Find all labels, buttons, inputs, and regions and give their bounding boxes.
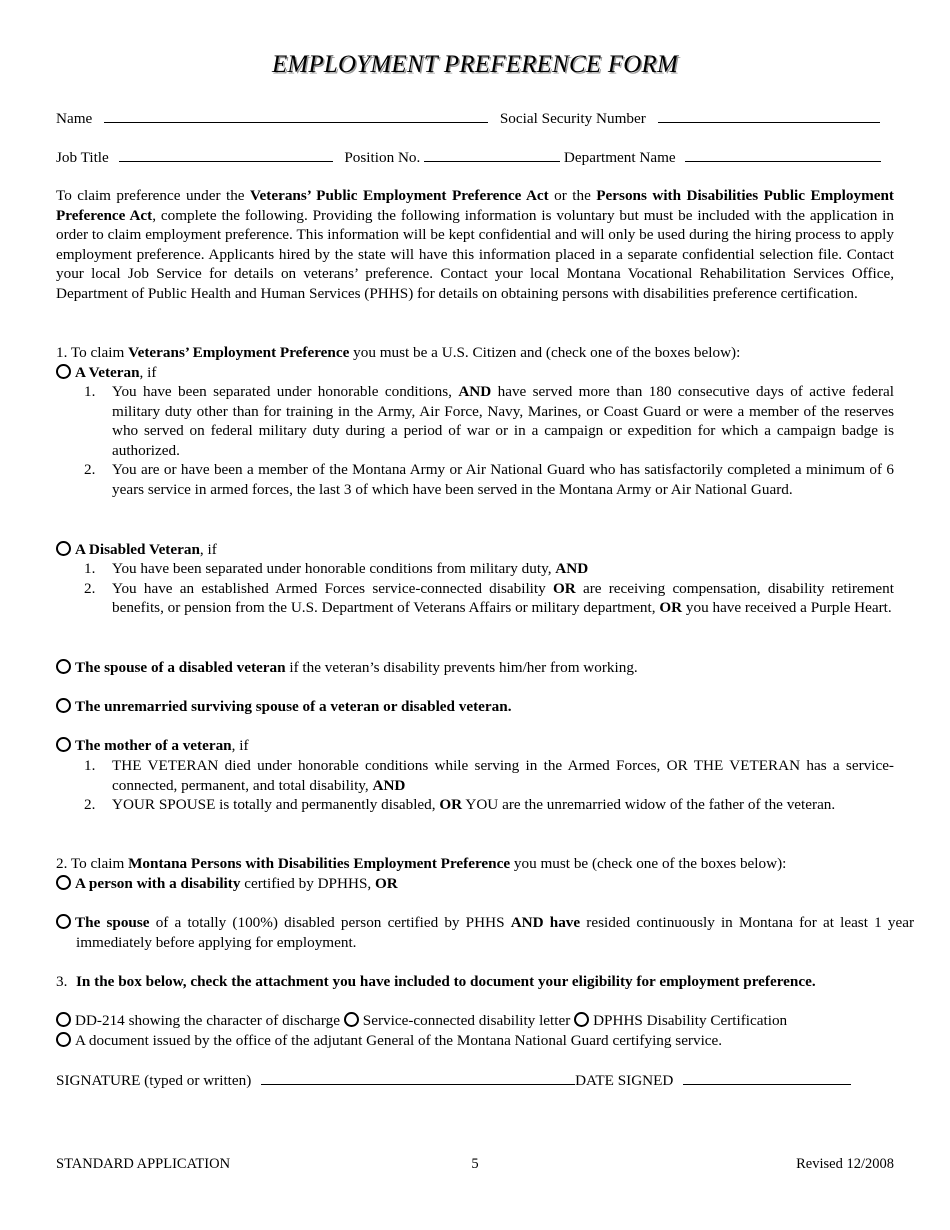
veteran-label: A Veteran xyxy=(75,364,140,381)
dphhs-certification-label: DPHHS Disability Certification xyxy=(593,1012,788,1029)
adjutant-document-radio[interactable] xyxy=(56,1032,71,1047)
section2-heading xyxy=(56,854,894,874)
person-disability-radio[interactable] xyxy=(56,875,71,890)
intro-text: or the xyxy=(548,187,597,204)
dphhs-certification-radio[interactable] xyxy=(574,1012,589,1027)
dd214-label: DD-214 showing the character of discharge xyxy=(75,1012,340,1029)
item-text: YOUR SPOUSE is totally and permanently disabled, xyxy=(112,796,440,814)
section2-bold: Montana Persons with Disabilities Employment Preference xyxy=(128,855,511,872)
item-bold: OR xyxy=(552,579,576,597)
item-number: 2. xyxy=(84,461,96,479)
spouse-of-disabled-text: of a totally (100%) disabled person certified by PHHS xyxy=(149,914,511,931)
veteran-conditions xyxy=(56,382,894,500)
signature-field[interactable] xyxy=(261,1070,575,1085)
intro-text: To claim preference under the xyxy=(56,187,250,204)
footer-revised: Revised 12/2008 xyxy=(796,1156,894,1172)
veteran-suffix: , if xyxy=(139,364,157,381)
item-number: 2. xyxy=(84,796,96,814)
spouse-of-disabled-text: resided continuously in Montana for at least 1 year immediately before applying for employment. xyxy=(76,914,914,951)
section1-text: you must be a U.S. Citizen and (check one of the boxes below): xyxy=(349,344,741,361)
item-bold: AND xyxy=(555,560,589,577)
item-bold: OR xyxy=(659,599,683,617)
section1-text: 1. To claim xyxy=(56,344,129,361)
item-text: You have been separated under honorable conditions from military duty, xyxy=(112,560,556,577)
list-item xyxy=(56,795,894,815)
disabled-veteran-conditions xyxy=(56,559,894,618)
dd214-radio[interactable] xyxy=(56,1012,71,1027)
option-spouse-of-disabled xyxy=(56,913,914,952)
attachment-row-1 xyxy=(56,1011,894,1031)
department-field[interactable] xyxy=(685,147,881,162)
spouse-of-disabled-radio[interactable] xyxy=(56,914,71,929)
list-item xyxy=(56,756,894,795)
section3-text: In the box below, check the attachment you have included to document your eligibility for employment preference. xyxy=(76,973,816,990)
item-number: 1. xyxy=(84,383,96,400)
option-person-with-disability xyxy=(56,874,894,894)
position-label: Position No. xyxy=(344,149,421,166)
option-veteran xyxy=(56,363,894,383)
item-number: 1. xyxy=(84,757,96,774)
list-item xyxy=(56,579,894,618)
item-text: You have been separated under honorable conditions, xyxy=(112,383,459,400)
option-spouse-disabled-veteran xyxy=(56,658,894,678)
section1-bold: Veterans’ Employment Preference xyxy=(128,344,350,361)
mother-label: The mother of a veteran xyxy=(75,737,232,754)
form-title: EMPLOYMENT PREFERENCE FORM xyxy=(271,51,679,78)
item-text: you have received a Purple Heart. xyxy=(682,599,892,617)
date-signed-field[interactable] xyxy=(683,1070,851,1085)
name-field[interactable] xyxy=(104,108,488,123)
item-number: 2. xyxy=(84,579,96,597)
spouse-text: if the veteran’s disability prevents him/her from working. xyxy=(285,659,638,676)
ssn-field[interactable] xyxy=(658,108,880,123)
signature-row xyxy=(56,1070,894,1091)
item-text: You have an established Armed Forces service-connected disability xyxy=(112,579,553,597)
item-text: THE VETERAN died under honorable conditions while serving in the Armed Forces, OR THE VETERAN has a service-connected, permanent, and total disability, xyxy=(112,757,894,794)
disabled-veteran-label: A Disabled Veteran xyxy=(75,541,200,558)
spouse-disabled-veteran-radio[interactable] xyxy=(56,659,71,674)
option-unremarried-spouse xyxy=(56,697,894,717)
unremarried-spouse-radio[interactable] xyxy=(56,698,71,713)
list-item xyxy=(56,559,894,579)
unremarried-spouse-label: The unremarried surviving spouse of a veteran or disabled veteran. xyxy=(75,698,512,715)
section2-text: you must be (check one of the boxes below): xyxy=(510,855,787,872)
intro-text: , complete the following. Providing the following information is voluntary but must be included with the application in order to claim employment preference. This information will be kept confidential and will only be used during the hiring process to apply employment preference. Applicants hired by the state will have this information placed in a separate confidential selection file. Contact your local Job Service for details on veterans’ preference. Contact your local Montana Vocational Rehabilitation Services Office, Department of Public Health and Human Services (PHHS) for details on obtaining persons with disabilities preference certification. xyxy=(56,206,894,302)
disabled-veteran-suffix: , if xyxy=(199,541,217,558)
intro-act-disabilities: Persons with Disabilities Public Employment Preference Act xyxy=(56,187,894,224)
option-disabled-veteran xyxy=(56,540,894,560)
page-number: 5 xyxy=(471,1156,479,1172)
date-signed-label: DATE SIGNED xyxy=(575,1072,674,1089)
item-bold: OR xyxy=(439,796,463,814)
list-item xyxy=(56,382,894,460)
job-row xyxy=(56,147,894,168)
person-disability-text: certified by DPHHS, xyxy=(240,875,375,892)
job-title-field[interactable] xyxy=(119,147,333,162)
person-disability-or: OR xyxy=(374,875,398,892)
name-label: Name xyxy=(56,110,93,127)
item-bold: AND xyxy=(372,776,406,794)
section3-heading xyxy=(56,972,914,992)
person-disability-label: A person with a disability xyxy=(75,875,241,892)
disability-letter-label: Service-connected disability letter xyxy=(362,1012,571,1029)
disabled-veteran-radio[interactable] xyxy=(56,541,71,556)
name-ssn-row xyxy=(56,108,894,129)
mother-of-veteran-radio[interactable] xyxy=(56,737,71,752)
option-mother-of-veteran xyxy=(56,736,894,756)
item-text: are receiving compensation, disability retirement benefits, or pension from the U.S. Department of Veterans Affairs or military department, xyxy=(112,579,894,617)
item-number: 1. xyxy=(84,560,96,577)
footer-application: STANDARD APPLICATION xyxy=(56,1156,231,1172)
ssn-label: Social Security Number xyxy=(499,110,646,127)
section3-number: 3. xyxy=(56,973,68,990)
section1-heading xyxy=(56,343,894,363)
veteran-radio[interactable] xyxy=(56,364,71,379)
list-item xyxy=(56,460,894,499)
intro-paragraph xyxy=(56,186,894,304)
item-bold: AND xyxy=(458,383,492,400)
department-label: Department Name xyxy=(563,149,676,166)
attachment-row-2 xyxy=(56,1031,894,1051)
job-title-label: Job Title xyxy=(56,149,109,166)
position-field[interactable] xyxy=(424,147,560,162)
mother-suffix: , if xyxy=(231,737,249,754)
intro-act-veterans: Veterans’ Public Employment Preference Act xyxy=(249,187,549,204)
disability-letter-radio[interactable] xyxy=(344,1012,359,1027)
section2-text: 2. To claim xyxy=(56,855,129,872)
signature-label: SIGNATURE (typed or written) xyxy=(56,1072,252,1089)
spouse-of-disabled-bold: AND have xyxy=(510,914,581,931)
item-text: have served more than 180 consecutive days of active federal military duty other than for training in the Army, Air Force, Navy, Marines, or Coast Guard or were a member of the reserves who served on federal military duty during a period of war or in a campaign or expedition for which a campaign badge is authorized. xyxy=(112,383,895,459)
spouse-label: The spouse of a disabled veteran xyxy=(75,659,286,676)
adjutant-document-label: A document issued by the office of the adjutant General of the Montana National Guard certifying service. xyxy=(75,1032,723,1049)
mother-conditions xyxy=(56,756,894,815)
item-text: You are or have been a member of the Montana Army or Air National Guard who has satisfactorily completed a minimum of 6 years service in armed forces, the last 3 of which have been served in the Montana Army or Air National Guard. xyxy=(112,461,894,498)
spouse-of-disabled-label: The spouse xyxy=(75,914,150,931)
item-text: YOU are the unremarried widow of the father of the veteran. xyxy=(462,796,836,814)
